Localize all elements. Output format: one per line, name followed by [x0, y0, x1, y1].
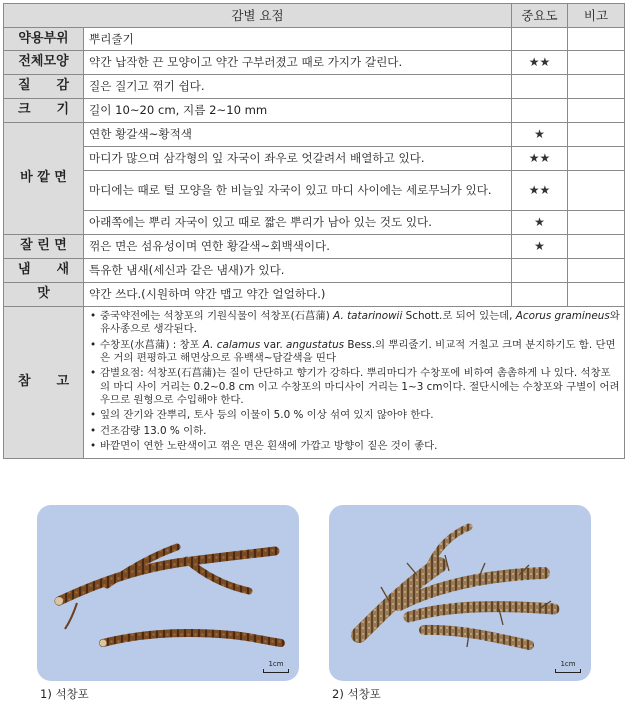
importance-cell [512, 259, 568, 283]
scale-bar-1: 1cm [263, 660, 289, 673]
row-label-size: 크 기 [4, 99, 84, 123]
table-row [4, 171, 625, 211]
importance-cell: ★ [512, 123, 568, 147]
scale-bar-2: 1cm [555, 660, 581, 673]
photo-caption-1: 1) 석창포 [40, 687, 89, 701]
row-label-taste: 맛 [4, 283, 84, 307]
row-label-reference: 참 고 [4, 307, 84, 459]
header-note: 비고 [568, 4, 625, 28]
note-cell [568, 147, 625, 171]
note-cell [568, 51, 625, 75]
importance-cell: ★★ [512, 147, 568, 171]
note-cell [568, 235, 625, 259]
header-importance: 중요도 [512, 4, 568, 28]
reference-item: • 바깥면이 연한 노란색이고 꺾은 면은 흰색에 가깝고 방향이 짙은 것이 좋다. [90, 440, 620, 453]
table-row [4, 28, 625, 51]
note-cell [568, 75, 625, 99]
rhizome-illustration-1 [37, 505, 299, 681]
table-row [4, 123, 625, 147]
reference-list [84, 307, 624, 458]
row-text-overall-shape: 약간 납작한 끈 모양이고 약간 구부러졌고 때로 가지가 갈린다. [84, 51, 512, 75]
surface-item: 마디가 많으며 삼각형의 잎 자국이 좌우로 엇갈려서 배열하고 있다. [84, 147, 512, 171]
importance-cell: ★ [512, 211, 568, 235]
table-row [4, 283, 625, 307]
row-text-taste: 약간 쓰다.(시원하며 약간 맵고 약간 얼얼하다.) [84, 283, 512, 307]
reference-item: • 감별요점: 석창포(石菖蒲)는 질이 단단하고 향기가 강하다. 뿌리마디가 수창포에 비하여 촘촘하게 나 있다. 석창포의 마디 사이 거리는 0.2∼0.8 cm 이고 수창포의 마디사이 거리는 1∼3 cm이다. 절단시에는 수창포와 구별이 어려우므로 원형으로 수입해야 한다. [90, 367, 620, 407]
table-row [4, 75, 625, 99]
row-text-texture: 질은 질기고 꺾기 쉽다. [84, 75, 512, 99]
row-text-odor: 특유한 냄새(세신과 같은 냄새)가 있다. [84, 259, 512, 283]
table-row [4, 51, 625, 75]
note-cell [568, 171, 625, 211]
photo-specimen-2 [329, 505, 591, 681]
note-cell [568, 99, 625, 123]
note-cell [568, 123, 625, 147]
row-text-size: 길이 10∼20 cm, 지름 2∼10 mm [84, 99, 512, 123]
importance-cell [512, 75, 568, 99]
surface-item: 마디에는 때로 털 모양을 한 비늘잎 자국이 있고 마디 사이에는 세로무늬가 있다. [84, 171, 512, 211]
importance-cell: ★★ [512, 51, 568, 75]
row-label-surface: 바 깥 면 [4, 123, 84, 235]
reference-item: • 중국약전에는 석창포의 기원식물이 석창포(石菖蒲) A. tatarinowii Schott.로 되어 있는데, Acorus gramineus와 유사종으로 생각된다. [90, 310, 620, 337]
surface-item: 연한 황갈색∼황적색 [84, 123, 512, 147]
row-text-fracture: 꺾은 면은 섬유성이며 연한 황갈색∼회백색이다. [84, 235, 512, 259]
header-main: 감별 요점 [4, 4, 512, 28]
reference-cell [84, 307, 625, 459]
reference-item: • 잎의 잔기와 잔뿌리, 토사 등의 이물이 5.0 % 이상 섞여 있지 않아야 한다. [90, 409, 620, 422]
photo-specimen-1 [37, 505, 299, 681]
table-row [4, 99, 625, 123]
table-row [4, 307, 625, 459]
photo-caption-2: 2) 석창포 [332, 687, 381, 701]
surface-item: 아래쪽에는 뿌리 자국이 있고 때로 짧은 뿌리가 남아 있는 것도 있다. [84, 211, 512, 235]
row-label-odor: 냄 새 [4, 259, 84, 283]
rhizome-illustration-2 [329, 505, 591, 681]
note-cell [568, 259, 625, 283]
note-cell [568, 211, 625, 235]
table-row [4, 147, 625, 171]
table-header-row [4, 4, 625, 28]
row-label-part-used: 약용부위 [4, 28, 84, 51]
importance-cell: ★ [512, 235, 568, 259]
reference-item: • 수창포(水菖蒲) : 창포 A. calamus var. angustatus Bess.의 뿌리줄기. 비교적 거칠고 크며 분지하기도 함. 단면은 거의 편평하고 해면상으로 유백색∼담갈색을 띤다 [90, 339, 620, 366]
note-cell [568, 283, 625, 307]
table-row [4, 259, 625, 283]
row-label-overall-shape: 전체모양 [4, 51, 84, 75]
reference-item: • 건조감량 13.0 % 이하. [90, 425, 620, 438]
row-label-fracture: 잘 린 면 [4, 235, 84, 259]
importance-cell [512, 28, 568, 51]
importance-cell [512, 99, 568, 123]
identification-table [3, 3, 625, 459]
note-cell [568, 28, 625, 51]
importance-cell [512, 283, 568, 307]
table-row [4, 235, 625, 259]
row-text-part-used: 뿌리줄기 [84, 28, 512, 51]
row-label-texture: 질 감 [4, 75, 84, 99]
table-row [4, 211, 625, 235]
importance-cell: ★★ [512, 171, 568, 211]
